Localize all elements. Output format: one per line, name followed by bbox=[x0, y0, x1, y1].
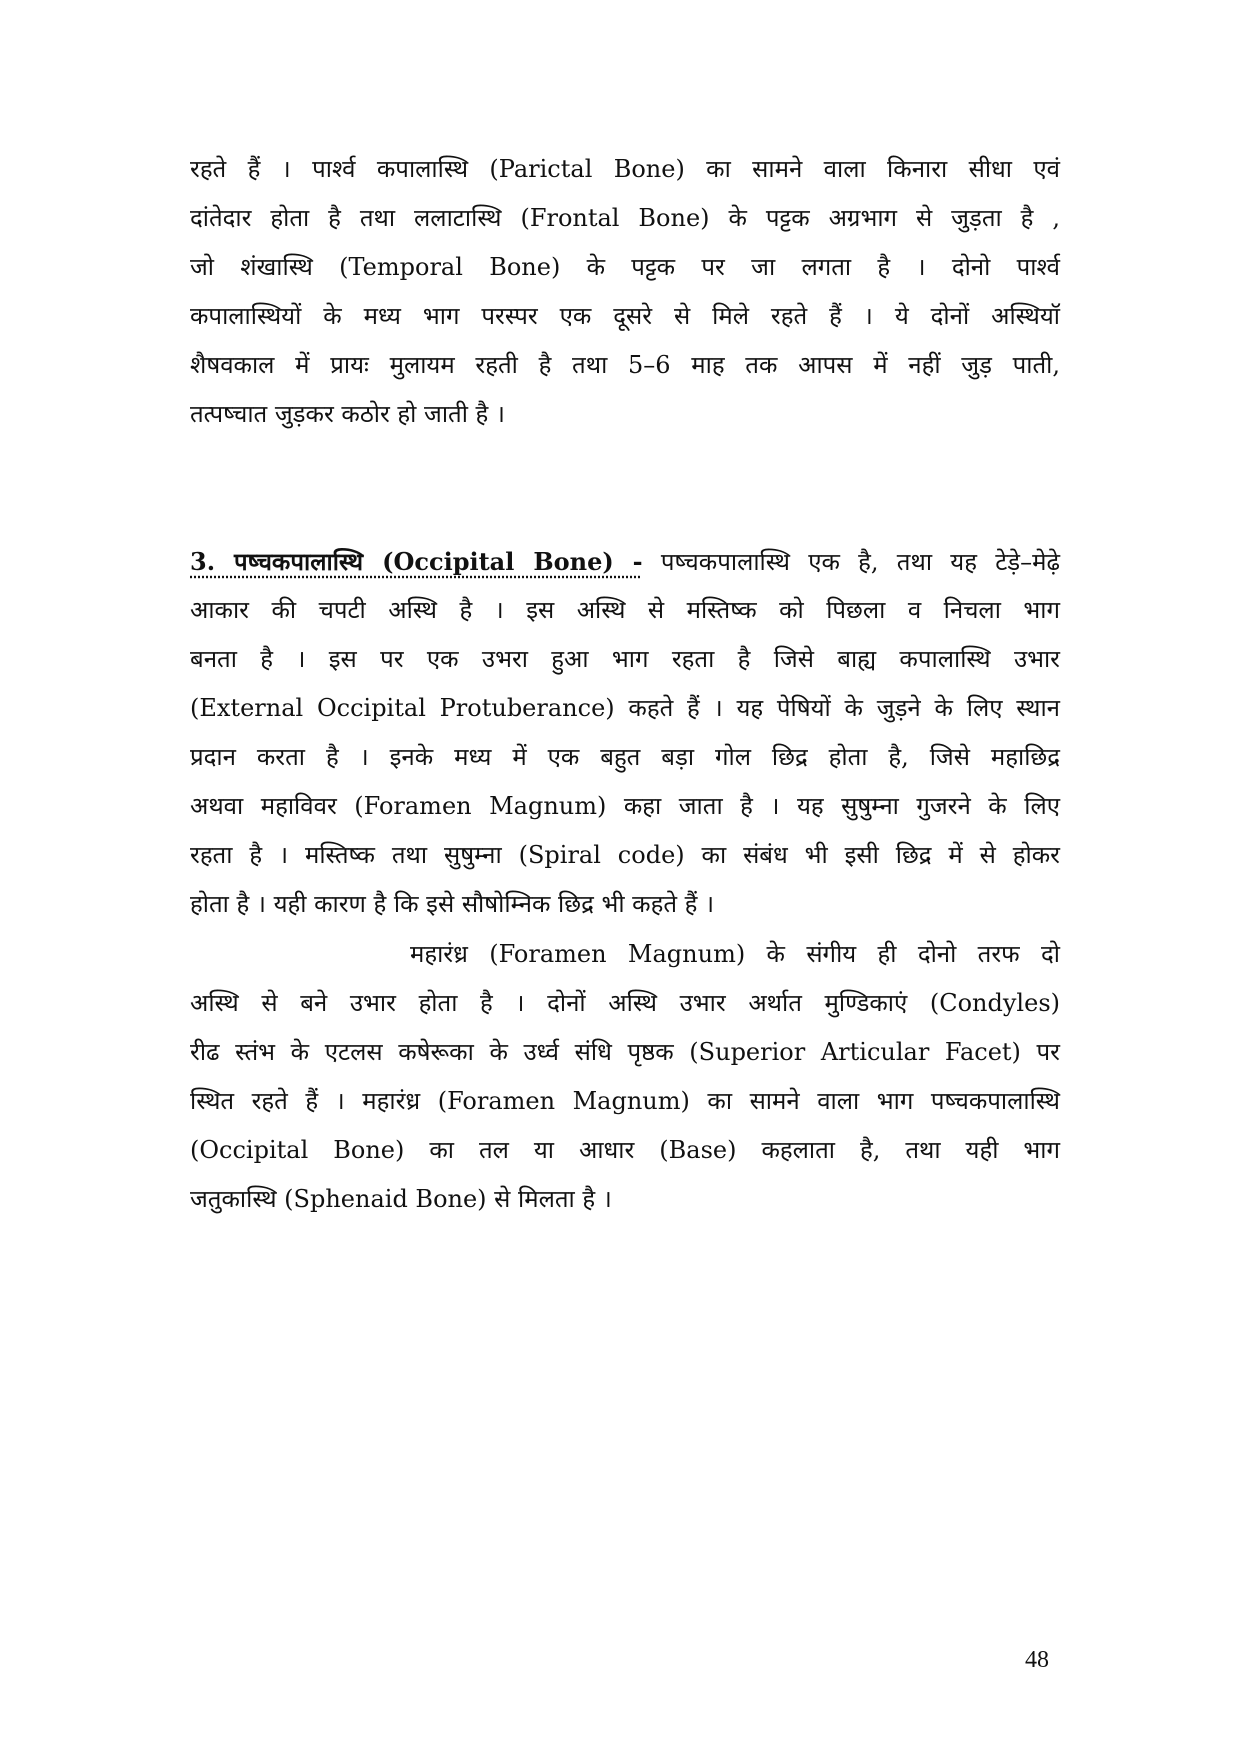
paragraph-foramen-magnum bbox=[190, 930, 1060, 1224]
text-line: रीढ स्तंभ के एटलस कषेरूका के उर्ध्व संधि पृष्ठक (Superior Articular Facet) पर bbox=[190, 1038, 1060, 1066]
text-line: (Occipital Bone) का तल या आधार (Base) कहलाता है, तथा यही भाग bbox=[190, 1136, 1060, 1164]
text-line: महारंध्र (Foramen Magnum) के संगीय ही दोनो तरफ दो bbox=[410, 940, 1060, 968]
text-line: कपालास्थियों के मध्य भाग परस्पर एक दूसरे से मिले रहते हैं । ये दोनों अस्थियॉ bbox=[190, 302, 1060, 330]
text-line: प्रदान करता है । इनके मध्य में एक बहुत बड़ा गोल छिद्र होता है, जिसे महाछिद्र bbox=[190, 743, 1060, 771]
page-number: 48 bbox=[1025, 1647, 1049, 1673]
text-line: तत्पष्चात जुड़कर कठोर हो जाती है । bbox=[190, 400, 506, 428]
text-line: अथवा महाविवर (Foramen Magnum) कहा जाता है । यह सुषुम्ना गुजरने के लिए bbox=[190, 792, 1060, 820]
text-line: रहते हैं । पार्श्व कपालास्थि (Parictal Bone) का सामने वाला किनारा सीधा एवं bbox=[190, 155, 1060, 183]
section-occipital-bone bbox=[190, 537, 1060, 929]
text-line: रहता है । मस्तिष्क तथा सुषुम्ना (Spiral code) का संबंध भी इसी छिद्र में से होकर bbox=[190, 841, 1060, 869]
text-line: होता है । यही कारण है कि इसे सौषोम्निक छिद्र भी कहते हैं । bbox=[190, 890, 715, 918]
text-line: जतुकास्थि (Sphenaid Bone) से मिलता है । bbox=[190, 1185, 612, 1213]
text-line: दांतेदार होता है तथा ललाटास्थि (Frontal Bone) के पट्टक अग्रभाग से जुड़ता है , bbox=[190, 204, 1060, 232]
text-line: अस्थि से बने उभार होता है । दोनों अस्थि उभार अर्थात मुण्डिकाएं (Condyles) bbox=[190, 989, 1060, 1017]
text-line: स्थित रहते हैं । महारंध्र (Foramen Magnum) का सामने वाला भाग पष्चकपालास्थि bbox=[190, 1087, 1060, 1115]
text-line: बनता है । इस पर एक उभरा हुआ भाग रहता है जिसे बाह्य कपालास्थि उभार bbox=[190, 645, 1060, 673]
text-line: आकार की चपटी अस्थि है । इस अस्थि से मस्तिष्क को पिछला व निचला भाग bbox=[190, 596, 1060, 624]
section-first-line bbox=[190, 537, 1060, 586]
paragraph-parietal-continuation bbox=[190, 145, 1060, 439]
text-line: (External Occipital Protuberance) कहते हैं । यह पेषियों के जुड़ने के लिए स्थान bbox=[190, 694, 1060, 722]
text-line: शैषवकाल में प्रायः मुलायम रहती है तथा 5–6 माह तक आपस में नहीं जुड़ पाती, bbox=[190, 351, 1060, 379]
section-heading: 3. पष्चकपालास्थि (Occipital Bone) - bbox=[190, 547, 643, 576]
text-line: जो शंखास्थि (Temporal Bone) के पट्टक पर जा लगता है । दोनो पार्श्व bbox=[190, 253, 1060, 281]
section-first-line-text: पष्चकपालास्थि एक है, तथा यह टेड़े–मेढ़े bbox=[642, 548, 1060, 576]
